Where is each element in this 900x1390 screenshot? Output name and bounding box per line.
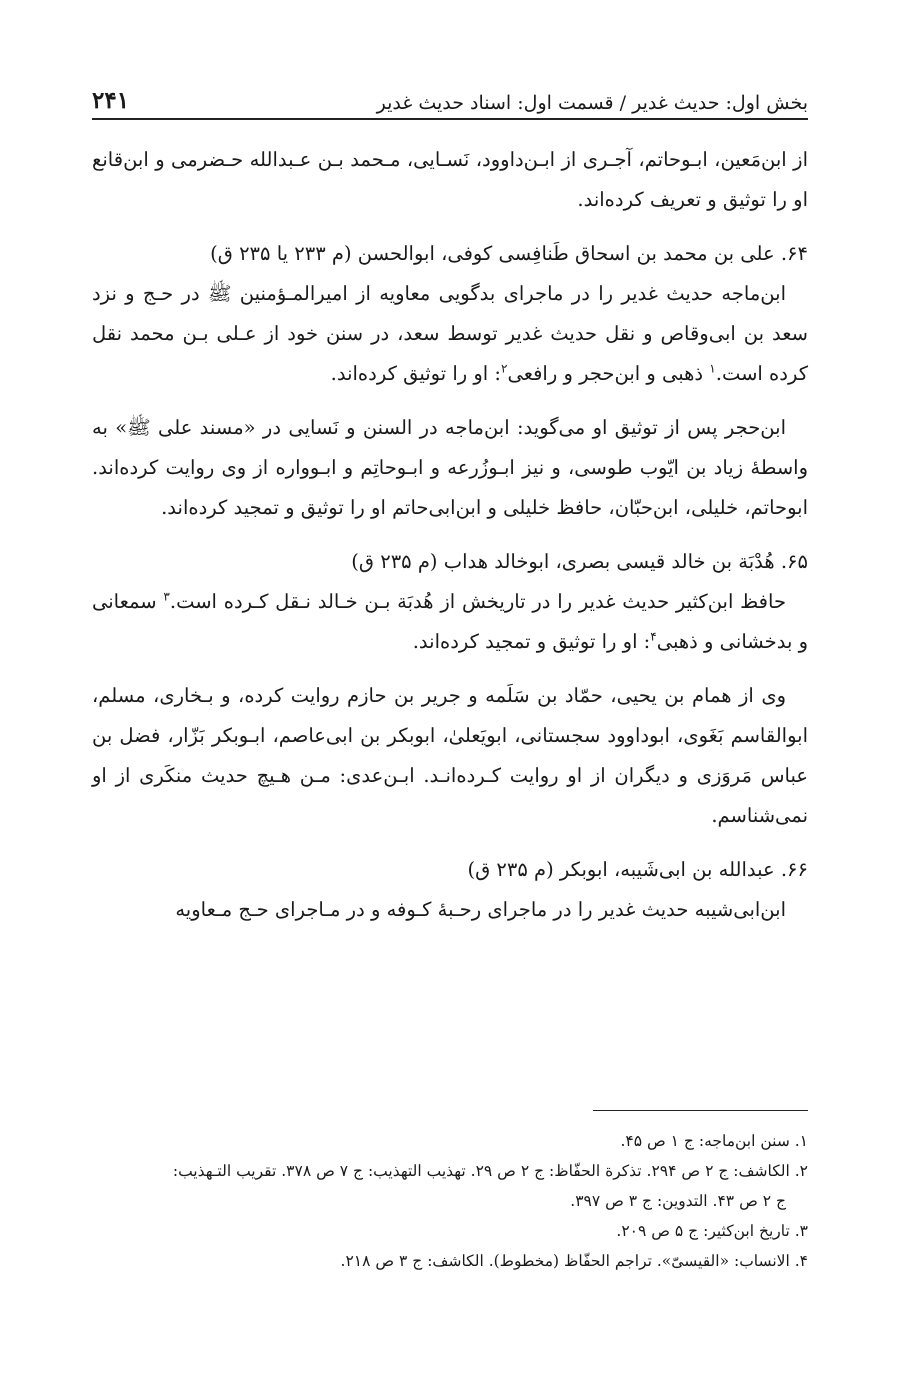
footnote-ref-2: ۲	[501, 361, 508, 376]
footnote-ref-3: ۳	[163, 589, 170, 604]
paragraph-text: : او را توثیق و تمجید کرده‌اند.	[412, 630, 651, 653]
paragraph-intro: از ابن‌مَعین، ابـوحاتم، آجـری از ابـن‌داوود، نَسـایی، مـحمد بـن عـبدالله حـضرمی و ابن‌قانع او را توثیق و تعریف کرده‌اند.	[92, 148, 808, 211]
entry-heading-65: ۶۵. هُدْبَة بن خالد قیسی بصری، ابوخالد هداب (م ۲۳۵ ق)	[351, 550, 808, 573]
paragraph-text: سمعانی و بدخشانی و ذهبی	[92, 590, 808, 653]
running-title: بخش اول: حدیث غدیر / قسمت اول: اسناد حدیث غدیر	[376, 92, 808, 114]
footnote-2: ۲. الکاشف: ج ۲ ص ۲۹۴. تذکرة الحفّاظ: ج ۲ ص ۲۹. تهذیب التهذیب: ج ۷ ص ۳۷۸. تقریب التـهذیب:	[172, 1162, 808, 1180]
page-number: ۲۴۱	[92, 87, 130, 114]
footnote-1: ۱. سنن ابن‌ماجه: ج ۱ ص ۴۵.	[620, 1132, 808, 1150]
footnote-ref-4: ۴	[650, 629, 657, 644]
paragraph-text: ابن‌ماجه حدیث غدیر را در ماجرای بدگویی معاویه از امیرالمـؤمنین ﷺ در حـج و نزد سعد بن ابی‌وقاص و نقل حدیث غدیر توسط سعد، در سنن خود از عـلی بـن محمد نقل کرده است.	[92, 282, 808, 385]
footnote-3: ۳. تاریخ ابن‌کثیر: ج ۵ ص ۲۰۹.	[616, 1222, 808, 1240]
footnote-ref-1: ۱	[709, 361, 716, 376]
header-rule	[92, 118, 808, 120]
footnote-rule	[593, 1110, 808, 1111]
footnote-2-continued: ج ۲ ص ۴۳. التدوین: ج ۳ ص ۳۹۷.	[570, 1192, 786, 1210]
paragraph-text: ذهبی و ابن‌حجر و رافعی	[507, 362, 710, 385]
entry-heading-64: ۶۴. علی بن محمد بن اسحاق طَنافِسی کوفی، ابوالحسن (م ۲۳۳ یا ۲۳۵ ق)	[210, 242, 808, 265]
paragraph-65-ibn-kathir	[92, 582, 808, 662]
footnote-4: ۴. الانساب: «القیسیّ». تراجم الحفّاظ (مخطوط). الکاشف: ج ۳ ص ۲۱۸.	[340, 1252, 808, 1270]
paragraph-text: : او را توثیق کرده‌اند.	[330, 362, 501, 385]
footnotes	[92, 1126, 808, 1276]
paragraph-65-narrators: وی از همام بن یحیی، حمّاد بن سَلَمه و جریر بن حازم روایت کرده، و بـخاری، مسلم، ابوالقاسم بَغَوی، ابوداوود سجستانی، ابویَعلیٰ، ابوبکر بن ابی‌عاصم، ابـوبکر بَزّار، فضل بن عباس مَروَزی و دیگران از او روایت کـرده‌انـد. ابـن‌عدی: مـن هـیچ حدیث منکَری از او نمی‌شناسم.	[92, 684, 808, 827]
paragraph-64-ibn-majah	[92, 274, 808, 394]
paragraph-66-ibn-abi-shaybah: ابن‌ابی‌شیبه حدیث غدیر را در ماجرای رحـبهٔ کـوفه و در مـاجرای حـج مـعاویه	[175, 898, 786, 921]
paragraph-text: حافظ ابن‌کثیر حدیث غدیر را در تاریخش از هُدبَة بـن خـالد نـقل کـرده است.	[169, 590, 786, 613]
main-text	[92, 140, 808, 930]
running-head	[92, 70, 808, 114]
entry-heading-66: ۶۶. عبدالله بن ابی‌شَیبه، ابوبکر (م ۲۳۵ ق)	[467, 858, 808, 881]
paragraph-64-ibn-hajar: ابن‌حجر پس از توثیق او می‌گوید: ابن‌ماجه در السنن و نَسایی در «مسند علی ﷺ» به واسطهٔ زیاد بن ایّوب طوسی، و نیز ابـوزُرعه و ابـوحاتِم و ابـوواره از وی روایت کرده‌اند. ابوحاتم، خلیلی، ابن‌حبّان، حافظ خلیلی و ابن‌ابی‌حاتم او را توثیق و تمجید کرده‌اند.	[92, 416, 808, 519]
